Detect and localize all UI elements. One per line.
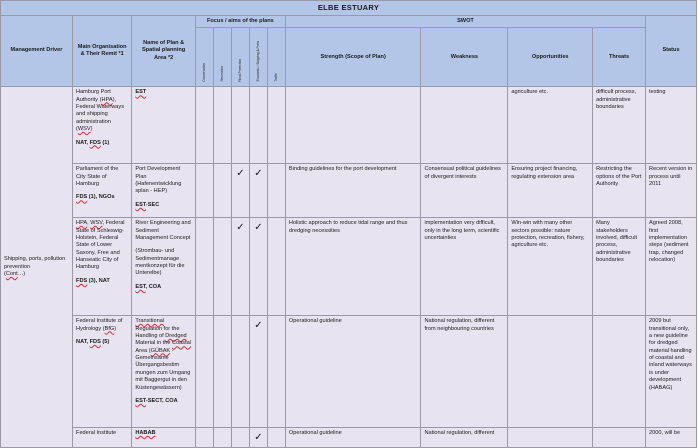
check-mark-icon: ✓ <box>249 218 267 316</box>
org-cell: Federal Institute of Hydrology (BfG) NAT, FDS (5) <box>73 316 132 428</box>
focus-recreation-cell <box>213 428 231 448</box>
threats-cell: Restricting the options of the Port Authority <box>593 164 646 218</box>
status-cell: 2000, will be <box>646 428 697 448</box>
check-mark-icon: ✓ <box>249 164 267 218</box>
focus-recreation-cell <box>213 164 231 218</box>
threats-cell: difficult process, administrative boundaries <box>593 87 646 164</box>
focus-traffic-cell <box>267 218 285 316</box>
weakness-cell: implementation very difficult, only in the long term, scientific uncertainties <box>421 218 508 316</box>
focus-traffic-cell <box>267 428 285 448</box>
header-focus-recreation: Recreation <box>213 28 231 87</box>
focus-recreation-cell <box>213 218 231 316</box>
focus-flood-cell <box>231 428 249 448</box>
plan-cell: EST <box>132 87 196 164</box>
opportunities-cell: agriculture etc. <box>508 87 593 164</box>
driver-cont: Cont <box>5 270 18 277</box>
table-title: ELBE ESTUARY <box>1 1 697 16</box>
strength-cell <box>285 87 421 164</box>
focus-recreation-cell <box>213 87 231 164</box>
focus-traffic-cell <box>267 87 285 164</box>
table-row <box>1 218 697 316</box>
plan-cell: HABAB <box>132 428 196 448</box>
header-organisation: Main Organisation & Their Remit *1 <box>73 15 132 86</box>
header-focus-flood-protection: Flood Protection <box>231 28 249 87</box>
focus-flood-cell <box>231 87 249 164</box>
status-cell: testing <box>646 87 697 164</box>
header-focus-conservation: Conservation <box>195 28 213 87</box>
threats-cell <box>593 428 646 448</box>
check-mark-icon: ✓ <box>249 428 267 448</box>
header-management-driver: Management Driver <box>1 15 73 86</box>
weakness-cell: National regulation, different <box>421 428 508 448</box>
header-threats: Threats <box>593 28 646 87</box>
header-focus-economic: Economic / Shipping & Ports <box>249 28 267 87</box>
plan-cell: River Engineering and Sediment Management Concept (Strombau- und Sedimentmanage mentkonzept für die Unterelbe) EST, COA <box>132 218 196 316</box>
table-row <box>1 428 697 448</box>
opportunities-cell <box>508 428 593 448</box>
org-cell: HPA, WSV, Federal State of Schleswig-Holstein, Federal State of Lower Saxony, Free and Hanseatic City of Hamburg FDS (3), NAT <box>73 218 132 316</box>
header-plan-name: Name of Plan & Spatial planning Area *2 <box>132 15 196 86</box>
header-focus-traffic: Traffic <box>267 28 285 87</box>
header-opportunities: Opportunities <box>508 28 593 87</box>
focus-conservation-cell <box>195 218 213 316</box>
opportunities-cell: Win-win with many other sectors possible: nature protection, recreation, fishery, agriculture etc. <box>508 218 593 316</box>
opportunities-cell: Ensuring project financing, regulating extension area <box>508 164 593 218</box>
focus-conservation-cell <box>195 428 213 448</box>
check-mark-icon: ✓ <box>231 218 249 316</box>
weakness-cell: Consensual political guidelines of divergent interests <box>421 164 508 218</box>
table-row <box>1 164 697 218</box>
strength-cell: Operational guideline <box>285 428 421 448</box>
check-mark-icon: ✓ <box>231 164 249 218</box>
strength-cell: Holistic approach to reduce tidal range and thus dredging necessities <box>285 218 421 316</box>
focus-economic-cell <box>249 87 267 164</box>
status-cell: Recent version in process until 2011 <box>646 164 697 218</box>
weakness-cell <box>421 87 508 164</box>
focus-conservation-cell <box>195 87 213 164</box>
strength-cell: Binding guidelines for the port development <box>285 164 421 218</box>
management-driver-cell: Shipping, ports, pollution prevention (Cont…) <box>1 87 73 448</box>
focus-traffic-cell <box>267 164 285 218</box>
focus-conservation-cell <box>195 164 213 218</box>
focus-traffic-cell <box>267 316 285 428</box>
status-cell: Agreed 2008, first implementation steps (sediment trap, changed relocation) <box>646 218 697 316</box>
header-strength: Strength (Scope of Plan) <box>285 28 421 87</box>
header-status: Status <box>646 15 697 86</box>
focus-flood-cell <box>231 316 249 428</box>
weakness-cell: National regulation, different from neighbouring countries <box>421 316 508 428</box>
plan-cell: Port Development Plan (Hafenentwicklung splan - HEP) EST-SEC <box>132 164 196 218</box>
focus-recreation-cell <box>213 316 231 428</box>
focus-conservation-cell <box>195 316 213 428</box>
threats-cell <box>593 316 646 428</box>
header-swot: SWOT <box>285 15 645 27</box>
threats-cell: Many stakeholders involved, difficult process, administrative boundaries <box>593 218 646 316</box>
org-cell: Hamburg Port Authority (HPA), Federal Waterways and shipping administration (WSV) NAT, FDS (1) <box>73 87 132 164</box>
header-weakness: Weakness <box>421 28 508 87</box>
table-row <box>1 87 697 164</box>
table-row <box>1 316 697 428</box>
org-cell: Federal Institute <box>73 428 132 448</box>
plan-cell: Transitional Regulation for the Handling of Dredged Material in the Coastal Area (GÜBAK - Gemeinsame Übergangsbestim mungen zum Umgang mit Baggergut in den Küstengewässern) EST-SECT, COA <box>132 316 196 428</box>
driver-text: Shipping, ports, pollution prevention <box>4 256 66 270</box>
header-focus: Focus / aims of the plans <box>195 15 285 27</box>
org-cell: Parliament of the City State of Hamburg FDS (1), NGOs <box>73 164 132 218</box>
strength-cell: Operational guideline <box>285 316 421 428</box>
check-mark-icon: ✓ <box>249 316 267 428</box>
opportunities-cell <box>508 316 593 428</box>
status-cell: 2009 but transitional only, a new guideline for dredged material handling of coastal and inland waterways is under development (HABAG) <box>646 316 697 428</box>
